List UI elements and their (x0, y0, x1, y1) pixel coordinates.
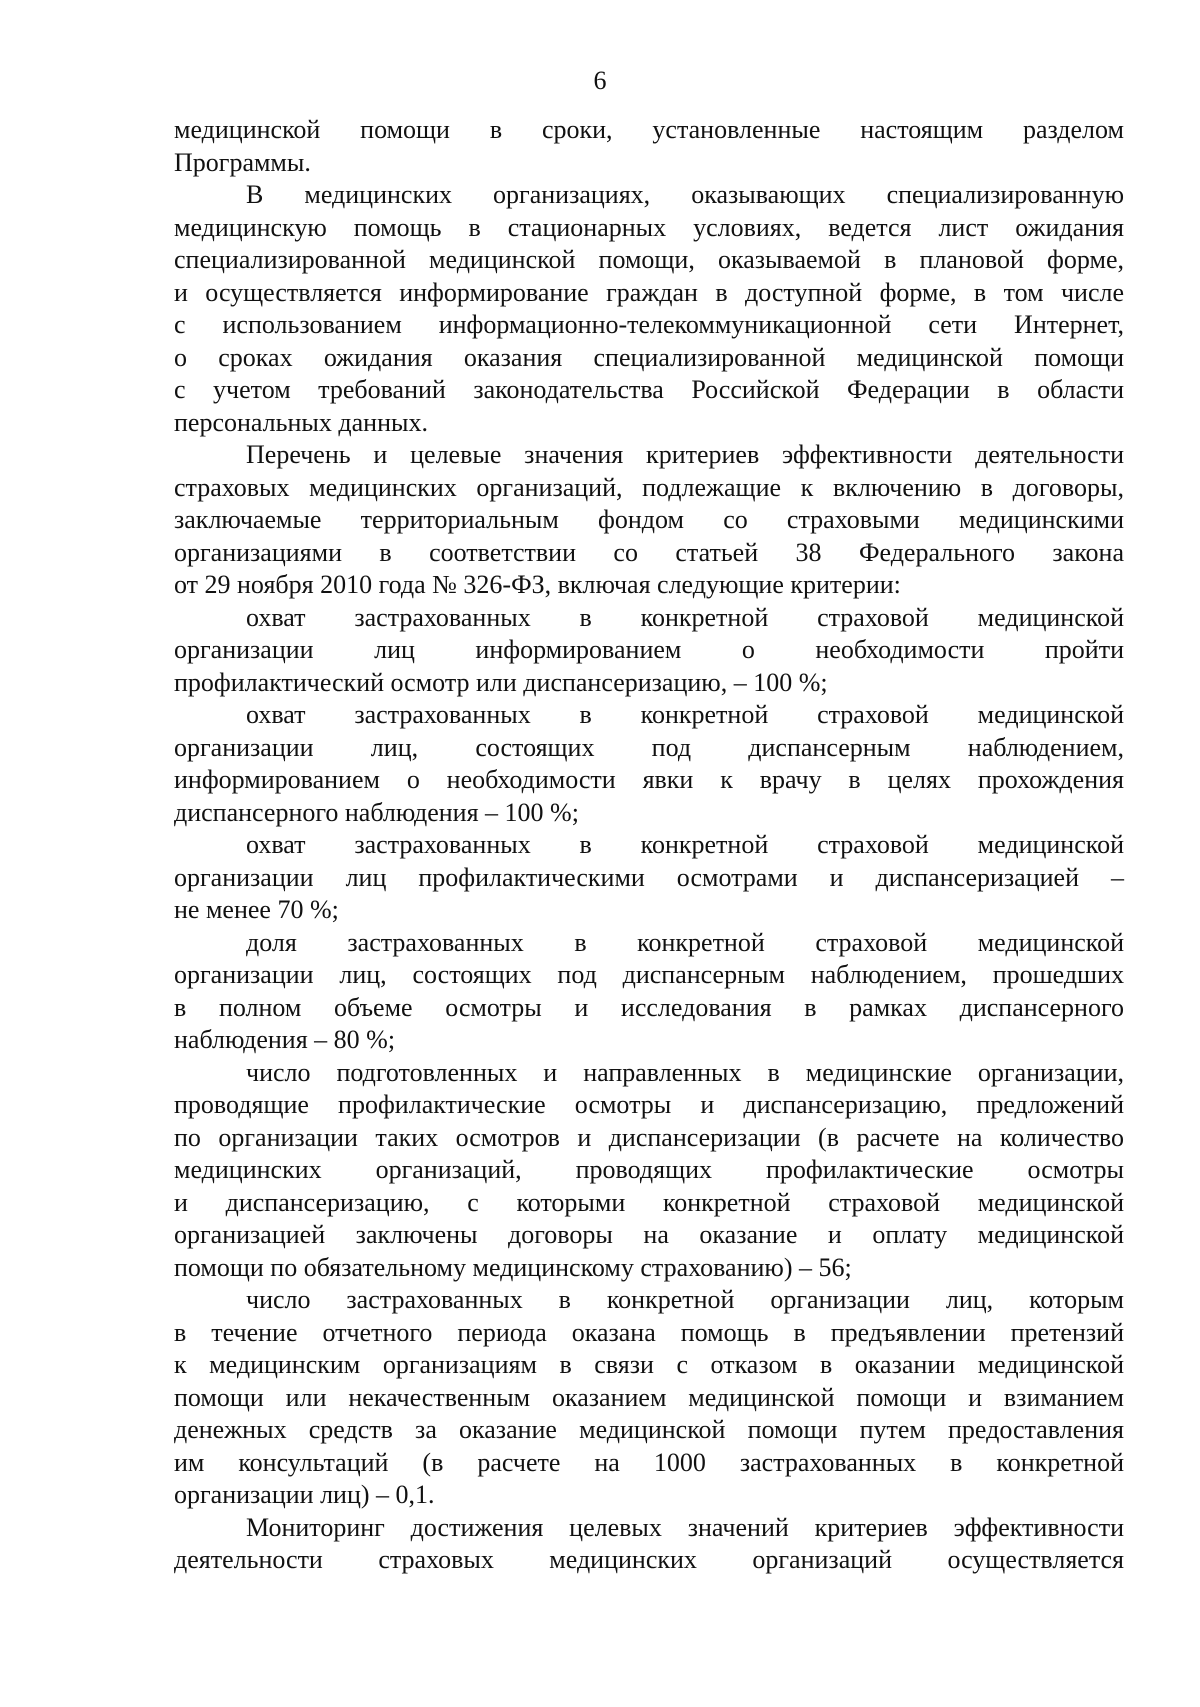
text-line: медицинской помощи в сроки, установленные настоящим разделом (174, 115, 1124, 144)
document-body (174, 114, 1124, 1577)
text-line: специализированной медицинской помощи, оказываемой в плановой форме, (174, 245, 1124, 274)
text-line: организацией заключены договоры на оказание и оплату медицинской (174, 1220, 1124, 1249)
text-line: о сроках ожидания оказания специализированной медицинской помощи (174, 342, 1124, 372)
text-line: не менее 70 %; (174, 895, 339, 924)
text-line: медицинскую помощь в стационарных условиях, ведется лист ожидания (174, 212, 1124, 242)
text-line: помощи по обязательному медицинскому страхованию) – 56; (174, 1252, 852, 1282)
text-line: организации лиц профилактическими осмотрами и диспансеризацией – (174, 862, 1124, 892)
text-line: организациями в соответствии со статьей 38 Федерального закона (174, 537, 1124, 567)
text-line: от 29 ноября 2010 года № 326-ФЗ, включая следующие критерии: (174, 570, 901, 599)
text-line: деятельности страховых медицинских организаций осуществляется (174, 1545, 1124, 1574)
text-line: помощи или некачественным оказанием медицинской помощи и взиманием (174, 1382, 1124, 1412)
paragraph-criterion-3 (174, 829, 1124, 927)
text-line: число застрахованных в конкретной организации лиц, которым (246, 1285, 1124, 1314)
text-line: Программы. (174, 147, 311, 177)
text-line: заключаемые территориальным фондом со страховыми медицинскими (174, 505, 1124, 534)
paragraph-criterion-4 (174, 927, 1124, 1057)
text-line: к медицинским организациям в связи с отказом в оказании медицинской (174, 1350, 1124, 1379)
text-line: с учетом требований законодательства Российской Федерации в области (174, 375, 1124, 404)
text-line: денежных средств за оказание медицинской помощи путем предоставления (174, 1415, 1124, 1444)
text-line: информированием о необходимости явки к врачу в целях прохождения (174, 765, 1124, 794)
paragraph-criterion-1 (174, 602, 1124, 700)
text-line: проводящие профилактические осмотры и диспансеризацию, предложений (174, 1090, 1124, 1119)
text-line: число подготовленных и направленных в медицинские организации, (246, 1057, 1124, 1087)
text-line: им консультаций (в расчете на 1000 застрахованных в конкретной (174, 1447, 1124, 1477)
text-line: В медицинских организациях, оказывающих специализированную (246, 180, 1124, 209)
paragraph-criterion-6 (174, 1284, 1124, 1512)
text-line: Мониторинг достижения целевых значений критериев эффективности (246, 1512, 1124, 1542)
text-line: в течение отчетного периода оказана помощь в предъявлении претензий (174, 1317, 1124, 1347)
text-line: персональных данных. (174, 407, 428, 437)
text-line: охват застрахованных в конкретной страховой медицинской (246, 602, 1124, 632)
text-line: страховых медицинских организаций, подлежащие к включению в договоры, (174, 472, 1124, 502)
text-line: организации лиц, состоящих под диспансерным наблюдением, (174, 732, 1124, 762)
text-line: диспансерного наблюдения – 100 %; (174, 797, 579, 827)
page-number: 6 (593, 66, 607, 95)
paragraph-monitoring (174, 1512, 1124, 1577)
text-line: наблюдения – 80 %; (174, 1025, 396, 1054)
paragraph-criterion-2 (174, 699, 1124, 829)
text-line: в полном объеме осмотры и исследования в рамках диспансерного (174, 992, 1124, 1022)
text-line: Перечень и целевые значения критериев эффективности деятельности (246, 440, 1124, 469)
paragraph-waiting-list (174, 179, 1124, 439)
paragraph-criterion-5 (174, 1057, 1124, 1285)
paragraph-continuation (174, 114, 1124, 179)
text-line: доля застрахованных в конкретной страховой медицинской (246, 927, 1124, 957)
text-line: организации лиц информированием о необходимости пройти (174, 635, 1124, 664)
text-line: и диспансеризацию, с которыми конкретной страховой медицинской (174, 1187, 1124, 1217)
text-line: с использованием информационно-телекоммуникационной сети Интернет, (174, 310, 1124, 339)
paragraph-criteria-intro (174, 439, 1124, 602)
text-line: охват застрахованных в конкретной страховой медицинской (246, 700, 1124, 729)
text-line: по организации таких осмотров и диспансеризации (в расчете на количество (174, 1122, 1124, 1152)
text-line: охват застрахованных в конкретной страховой медицинской (246, 830, 1124, 859)
text-line: профилактический осмотр или диспансеризацию, – 100 %; (174, 667, 828, 697)
text-line: организации лиц, состоящих под диспансерным наблюдением, прошедших (174, 960, 1124, 989)
text-line: медицинских организаций, проводящих профилактические осмотры (174, 1155, 1124, 1184)
text-line: организации лиц) – 0,1. (174, 1480, 435, 1509)
text-line: и осуществляется информирование граждан в доступной форме, в том числе (174, 277, 1124, 307)
